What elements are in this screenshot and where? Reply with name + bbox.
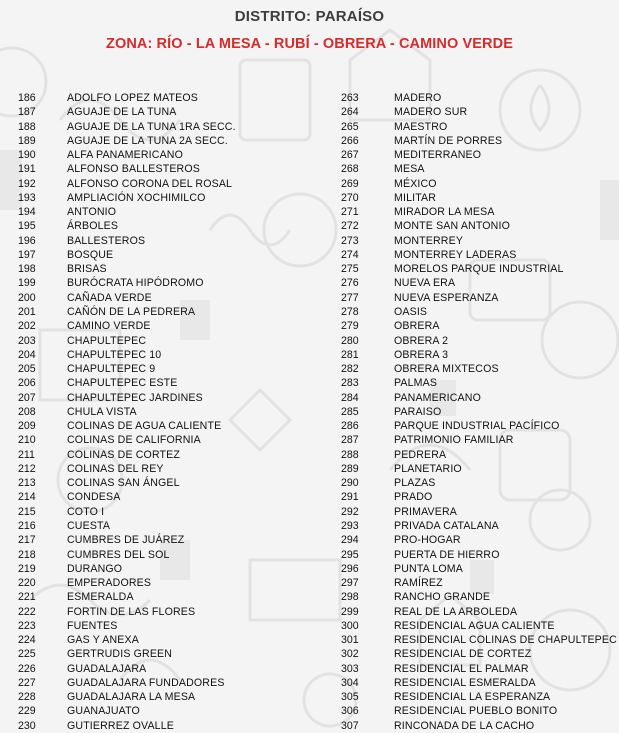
colonia-number: 270 — [341, 191, 359, 204]
list-item — [14, 476, 314, 490]
colonia-number: 288 — [341, 448, 359, 461]
list-item — [14, 319, 314, 333]
list-item — [14, 348, 314, 362]
list-item — [341, 690, 619, 704]
colonia-name: ALFONSO BALLESTEROS — [67, 163, 200, 176]
colonia-name: OBRERA 3 — [394, 348, 449, 361]
list-item — [14, 562, 314, 576]
colonia-name: CHAPULTEPEC 9 — [67, 363, 156, 376]
colonia-number: 279 — [341, 320, 359, 333]
colonia-number: 202 — [18, 320, 36, 333]
colonia-number: 216 — [18, 519, 36, 532]
colonia-number: 192 — [18, 177, 36, 190]
list-item — [341, 205, 619, 219]
colonia-number: 188 — [18, 120, 36, 133]
colonia-name: RESIDENCIAL AGUA CALIENTE — [394, 619, 555, 632]
colonia-name: BOSQUE — [67, 248, 114, 261]
list-item — [14, 391, 314, 405]
colonia-name: FUENTES — [67, 619, 118, 632]
colonia-number: 287 — [341, 434, 359, 447]
colonia-name: NUEVA ESPERANZA — [394, 291, 499, 304]
colonia-number: 265 — [341, 120, 359, 133]
colonia-name: GAS Y ANEXA — [67, 634, 139, 647]
list-item — [341, 419, 619, 433]
colonia-name: RANCHO GRANDE — [394, 591, 491, 604]
colonia-name: MAESTRO — [394, 120, 448, 133]
colonia-number: 227 — [18, 676, 36, 689]
list-item — [341, 91, 619, 105]
colonia-number: 211 — [18, 448, 35, 461]
colonia-number: 189 — [18, 134, 36, 147]
list-item — [341, 576, 619, 590]
colonia-number: 276 — [341, 277, 359, 290]
colonia-name: MONTERREY LADERAS — [394, 248, 517, 261]
colonia-name: OBRERA — [394, 320, 440, 333]
colonia-name: COLINAS DEL REY — [67, 462, 164, 475]
colonia-name: PEDRERA — [394, 448, 447, 461]
list-item — [14, 548, 314, 562]
list-item — [341, 391, 619, 405]
list-item — [341, 676, 619, 690]
list-item — [14, 490, 314, 504]
colonia-number: 197 — [18, 248, 36, 261]
colonia-number: 296 — [341, 562, 359, 575]
list-item — [341, 505, 619, 519]
colonia-name: PARAISO — [394, 405, 442, 418]
colonia-name: BRISAS — [67, 263, 107, 276]
list-item — [14, 433, 314, 447]
colonia-number: 229 — [18, 705, 36, 718]
colonia-name: PLANETARIO — [394, 462, 462, 475]
colonia-number: 290 — [341, 477, 359, 490]
colonia-name: OBRERA MIXTECOS — [394, 363, 499, 376]
list-item — [341, 533, 619, 547]
colonia-name: RESIDENCIAL EL PALMAR — [394, 662, 529, 675]
colonia-name: ALFONSO CORONA DEL ROSAL — [67, 177, 233, 190]
list-item — [341, 662, 619, 676]
left-column-list — [14, 91, 314, 733]
list-item — [341, 405, 619, 419]
colonia-name: BALLESTEROS — [67, 234, 146, 247]
list-item — [341, 348, 619, 362]
colonia-name: PATRIMONIO FAMILIAR — [394, 434, 514, 447]
page-title: DISTRITO: PARAÍSO — [234, 8, 385, 25]
colonia-number: 213 — [18, 477, 36, 490]
colonia-name: EMPERADORES — [67, 577, 152, 590]
colonia-name: MADERO SUR — [394, 106, 468, 119]
colonia-name: AMPLIACIÓN XOCHIMILCO — [67, 191, 206, 204]
colonia-name: MONTE SAN ANTONIO — [394, 220, 510, 233]
colonia-number: 214 — [18, 491, 36, 504]
list-item — [341, 134, 619, 148]
colonia-name: GUANAJUATO — [67, 705, 140, 718]
list-item — [341, 633, 619, 647]
colonia-number: 215 — [18, 505, 36, 518]
list-item — [14, 91, 314, 105]
colonia-name: RESIDENCIAL LA ESPERANZA — [394, 691, 551, 704]
colonia-name: COLINAS DE CORTEZ — [67, 448, 181, 461]
colonia-number: 196 — [18, 234, 36, 247]
colonia-number: 187 — [18, 106, 36, 119]
colonia-name: MORELOS PARQUE INDUSTRIAL — [394, 263, 564, 276]
colonia-number: 230 — [18, 719, 36, 732]
list-item — [14, 276, 314, 290]
list-item — [341, 704, 619, 718]
colonia-name: PALMAS — [394, 377, 438, 390]
colonia-name: RESIDENCIAL ESMERALDA — [394, 676, 536, 689]
colonia-name: CAÑADA VERDE — [67, 291, 152, 304]
colonia-name: GUADALAJARA FUNDADORES — [67, 676, 225, 689]
colonia-number: 210 — [18, 434, 36, 447]
colonia-name: PUERTA DE HIERRO — [394, 548, 500, 561]
colonia-name: CUMBRES DE JUÁREZ — [67, 534, 185, 547]
colonia-name: RESIDENCIAL PUEBLO BONITO — [394, 705, 558, 718]
colonia-number: 282 — [341, 363, 359, 376]
list-item — [14, 633, 314, 647]
list-item — [341, 148, 619, 162]
colonia-number: 295 — [341, 548, 359, 561]
colonia-name: CAMINO VERDE — [67, 320, 151, 333]
list-item — [341, 462, 619, 476]
colonia-number: 280 — [341, 334, 359, 347]
list-item — [341, 234, 619, 248]
colonia-number: 193 — [18, 191, 36, 204]
colonia-number: 286 — [341, 420, 359, 433]
colonia-number: 212 — [18, 462, 36, 475]
colonia-number: 186 — [18, 92, 36, 104]
colonia-number: 266 — [341, 134, 359, 147]
colonia-name: CHULA VISTA — [67, 405, 137, 418]
colonia-name: GUTIERREZ OVALLE — [67, 719, 174, 732]
colonia-name: MONTERREY — [394, 234, 464, 247]
list-item — [14, 605, 314, 619]
colonia-name: ÁRBOLES — [67, 220, 119, 233]
list-item — [14, 291, 314, 305]
colonia-name: CHAPULTEPEC ESTE — [67, 377, 178, 390]
colonia-number: 285 — [341, 405, 359, 418]
list-item — [341, 548, 619, 562]
colonia-name: RINCONADA DE LA CACHO — [394, 719, 535, 732]
colonia-name: PARQUE INDUSTRIAL PACÍFICO — [394, 420, 560, 433]
colonia-number: 305 — [341, 691, 359, 704]
list-item — [341, 448, 619, 462]
colonia-number: 302 — [341, 648, 359, 661]
list-item — [341, 334, 619, 348]
list-item — [14, 448, 314, 462]
list-item — [14, 177, 314, 191]
colonia-name: DURANGO — [67, 562, 123, 575]
colonia-name: FORTIN DE LAS FLORES — [67, 605, 196, 618]
list-item — [341, 105, 619, 119]
colonia-number: 303 — [341, 662, 359, 675]
colonia-name: MILITAR — [394, 191, 437, 204]
colonia-number: 190 — [18, 149, 36, 162]
colonia-name: MEDITERRANEO — [394, 149, 482, 162]
list-item — [14, 148, 314, 162]
colonia-number: 289 — [341, 462, 359, 475]
colonia-name: PUNTA LOMA — [394, 562, 463, 575]
colonia-number: 219 — [18, 562, 36, 575]
colonia-number: 223 — [18, 619, 36, 632]
colonia-number: 226 — [18, 662, 36, 675]
list-item — [341, 476, 619, 490]
colonia-name: PRIMAVERA — [394, 505, 457, 518]
colonia-number: 277 — [341, 291, 359, 304]
list-item — [341, 248, 619, 262]
colonia-name: ADOLFO LOPEZ MATEOS — [67, 92, 198, 104]
colonia-number: 191 — [18, 163, 36, 176]
list-item — [14, 590, 314, 604]
list-item — [14, 519, 314, 533]
colonia-name: OBRERA 2 — [394, 334, 449, 347]
list-item — [341, 619, 619, 633]
colonia-name: MIRADOR LA MESA — [394, 206, 495, 219]
colonia-number: 284 — [341, 391, 359, 404]
colonia-number: 217 — [18, 534, 36, 547]
colonia-number: 281 — [341, 348, 359, 361]
list-item — [14, 219, 314, 233]
colonia-name: GUADALAJARA LA MESA — [67, 691, 196, 704]
list-item — [14, 676, 314, 690]
list-item — [14, 262, 314, 276]
list-item — [341, 362, 619, 376]
colonia-number: 307 — [341, 719, 359, 732]
colonia-number: 207 — [18, 391, 36, 404]
colonia-name: COLINAS SAN ÁNGEL — [67, 477, 180, 490]
colonia-name: RESIDENCIAL DE CORTEZ — [394, 648, 532, 661]
colonia-name: COTO I — [67, 505, 105, 518]
colonia-number: 297 — [341, 577, 359, 590]
colonia-number: 195 — [18, 220, 36, 233]
colonia-name: BURÓCRATA HIPÓDROMO — [67, 277, 204, 290]
list-item — [14, 105, 314, 119]
colonia-name: MARTÍN DE PORRES — [394, 134, 503, 147]
colonia-number: 208 — [18, 405, 36, 418]
list-item — [14, 334, 314, 348]
list-item — [14, 376, 314, 390]
list-item — [341, 376, 619, 390]
colonia-name: AGUAJE DE LA TUNA 2A SECC. — [67, 134, 228, 147]
list-item — [14, 120, 314, 134]
colonia-number: 218 — [18, 548, 36, 561]
colonia-number: 278 — [341, 305, 359, 318]
colonia-name: ANTONIO — [67, 206, 117, 219]
list-item — [341, 276, 619, 290]
colonia-name: OASIS — [394, 305, 428, 318]
colonia-number: 301 — [341, 634, 359, 647]
list-item — [14, 205, 314, 219]
list-item — [14, 576, 314, 590]
colonia-name: CONDESA — [67, 491, 121, 504]
colonia-name: RAMÍREZ — [394, 577, 443, 590]
colonia-number: 225 — [18, 648, 36, 661]
list-item — [14, 405, 314, 419]
colonia-number: 272 — [341, 220, 359, 233]
colonia-number: 291 — [341, 491, 359, 504]
colonia-number: 221 — [18, 591, 36, 604]
list-item — [14, 362, 314, 376]
colonia-name: ESMERALDA — [67, 591, 134, 604]
colonia-name: RESIDENCIAL COLINAS DE CHAPULTEPEC — [394, 634, 617, 647]
colonia-number: 300 — [341, 619, 359, 632]
colonia-number: 293 — [341, 519, 359, 532]
colonia-number: 222 — [18, 605, 36, 618]
list-item — [14, 191, 314, 205]
colonia-name: CHAPULTEPEC JARDINES — [67, 391, 203, 404]
colonia-number: 298 — [341, 591, 359, 604]
colonia-number: 205 — [18, 363, 36, 376]
list-item — [341, 433, 619, 447]
colonia-number: 209 — [18, 420, 36, 433]
colonia-number: 198 — [18, 263, 36, 276]
colonia-number: 199 — [18, 277, 36, 290]
list-item — [14, 533, 314, 547]
colonia-name: PLAZAS — [394, 477, 436, 490]
colonia-number: 194 — [18, 206, 36, 219]
list-item — [341, 262, 619, 276]
list-item — [341, 719, 619, 733]
colonia-number: 275 — [341, 263, 359, 276]
colonia-name: MADERO — [394, 92, 442, 104]
colonia-number: 299 — [341, 605, 359, 618]
list-item — [14, 719, 314, 733]
list-item — [341, 177, 619, 191]
list-item — [14, 419, 314, 433]
colonia-name: ALFA PANAMERICANO — [67, 149, 183, 162]
colonia-name: PANAMERICANO — [394, 391, 481, 404]
colonia-name: MESA — [394, 163, 425, 176]
colonia-number: 200 — [18, 291, 36, 304]
colonia-name: CUESTA — [67, 519, 111, 532]
colonia-number: 206 — [18, 377, 36, 390]
colonia-number: 269 — [341, 177, 359, 190]
colonia-number: 267 — [341, 149, 359, 162]
colonia-name: PRO-HOGAR — [394, 534, 461, 547]
colonia-name: AGUAJE DE LA TUNA 1RA SECC. — [67, 120, 236, 133]
colonia-number: 203 — [18, 334, 36, 347]
list-item — [341, 291, 619, 305]
list-item — [14, 162, 314, 176]
colonia-name: COLINAS DE AGUA CALIENTE — [67, 420, 222, 433]
colonia-number: 294 — [341, 534, 359, 547]
colonia-name: GERTRUDIS GREEN — [67, 648, 173, 661]
list-item — [341, 590, 619, 604]
list-item — [341, 162, 619, 176]
list-item — [14, 305, 314, 319]
colonia-number: 204 — [18, 348, 36, 361]
list-item — [14, 134, 314, 148]
colonia-name: GUADALAJARA — [67, 662, 147, 675]
colonia-name: NUEVA ERA — [394, 277, 456, 290]
list-item — [341, 647, 619, 661]
colonia-name: CHAPULTEPEC — [67, 334, 147, 347]
colonia-number: 304 — [341, 676, 359, 689]
list-item — [14, 505, 314, 519]
colonia-name: PRIVADA CATALANA — [394, 519, 499, 532]
colonia-number: 306 — [341, 705, 359, 718]
colonia-number: 228 — [18, 691, 36, 704]
list-item — [341, 305, 619, 319]
list-item — [341, 605, 619, 619]
colonia-number: 264 — [341, 106, 359, 119]
list-item — [14, 234, 314, 248]
list-item — [14, 690, 314, 704]
list-item — [14, 462, 314, 476]
colonia-number: 268 — [341, 163, 359, 176]
list-item — [341, 219, 619, 233]
colonia-number: 283 — [341, 377, 359, 390]
list-item — [14, 662, 314, 676]
list-item — [341, 490, 619, 504]
zone-subtitle: ZONA: RÍO - LA MESA - RUBÍ - OBRERA - CAMINO VERDE — [106, 36, 513, 52]
right-column-list — [341, 91, 619, 733]
colonia-number: 273 — [341, 234, 359, 247]
colonia-number: 274 — [341, 248, 359, 261]
list-item — [341, 191, 619, 205]
colonia-number: 224 — [18, 634, 36, 647]
list-item — [14, 647, 314, 661]
list-item — [14, 619, 314, 633]
list-item — [341, 562, 619, 576]
colonia-name: COLINAS DE CALIFORNIA — [67, 434, 201, 447]
list-item — [14, 248, 314, 262]
colonia-name: AGUAJE DE LA TUNA — [67, 106, 177, 119]
list-item — [341, 120, 619, 134]
colonia-name: CHAPULTEPEC 10 — [67, 348, 162, 361]
colonia-number: 271 — [341, 206, 359, 219]
colonia-name: CUMBRES DEL SOL — [67, 548, 170, 561]
colonia-number: 220 — [18, 577, 36, 590]
colonia-number: 263 — [341, 92, 359, 104]
colonia-name: MÉXICO — [394, 177, 437, 190]
colonia-number: 292 — [341, 505, 359, 518]
colonia-name: REAL DE LA ARBOLEDA — [394, 605, 518, 618]
list-item — [14, 704, 314, 718]
list-item — [341, 319, 619, 333]
colonia-name: PRADO — [394, 491, 433, 504]
colonia-name: CAÑÓN DE LA PEDRERA — [67, 305, 196, 318]
list-item — [341, 519, 619, 533]
colonia-number: 201 — [18, 305, 36, 318]
